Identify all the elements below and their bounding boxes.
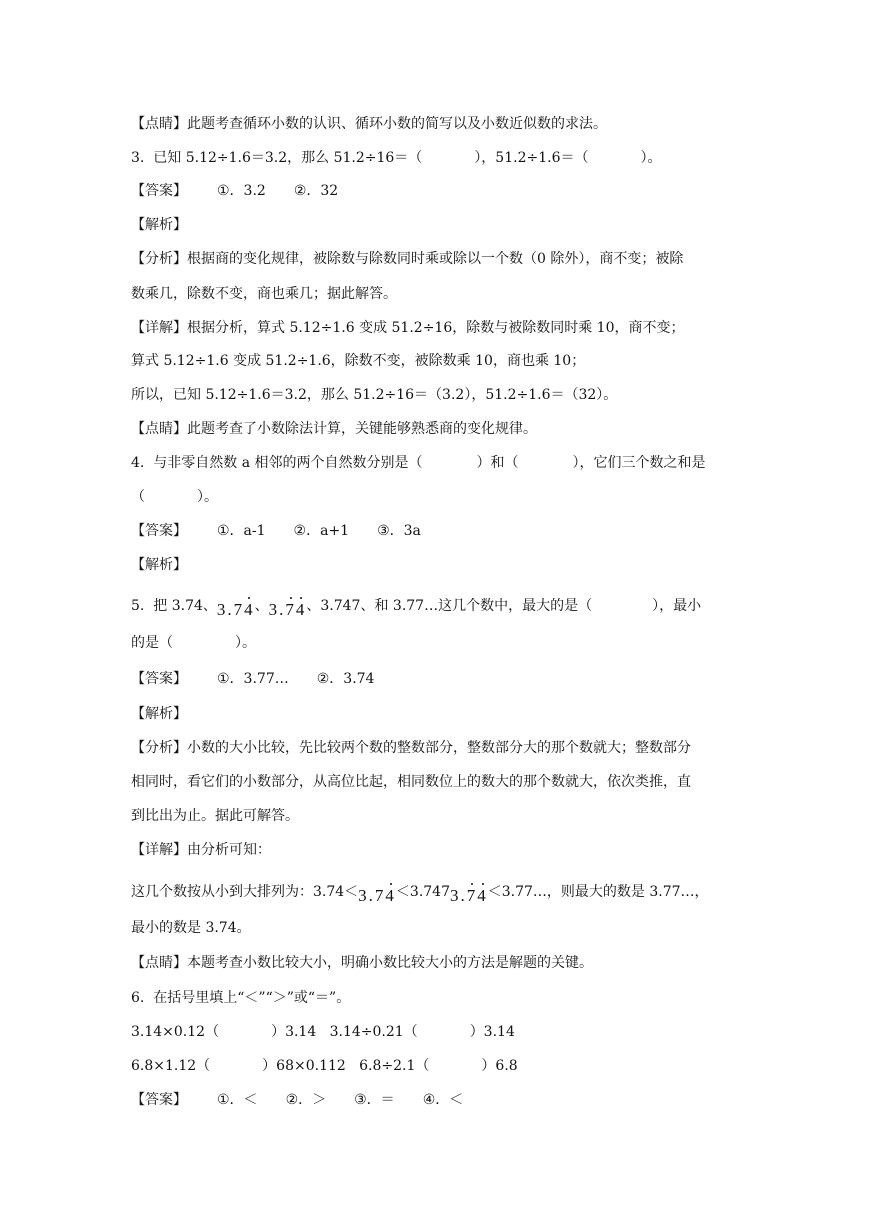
jiexi-5: 【解析】 (131, 706, 187, 722)
answer-3: 【答案】 ①．3.2 ②．32 (131, 183, 339, 199)
repeating-decimal-2b: 3.74 (450, 886, 488, 905)
question-3: 3. 已知 5.12÷1.6＝3.2，那么 51.2÷16＝（ ），51.2÷1.6＝（ ）。 (131, 150, 662, 166)
xiangjie-3-line3: 所以，已知 5.12÷1.6＝3.2，那么 51.2÷16＝（3.2），51.2÷1.6＝（32）。 (131, 387, 618, 403)
answer-6: 【答案】 ①．＜ ②．＞ ③．＝ ④．＜ (131, 1092, 464, 1108)
question-6-row2: 6.8×1.12（ ）68×0.112 6.8÷2.1（ ）6.8 (131, 1058, 518, 1074)
fenxi-5-line3: 到比出为止。据此可解答。 (131, 808, 299, 824)
jiexi-3: 【解析】 (131, 217, 187, 233)
question-5-line2: 的是（ ）。 (131, 635, 256, 651)
repeating-decimal-1: 3.74 (216, 600, 255, 619)
fenxi-3-line2: 数乘几，除数不变，商也乘几；据此解答。 (131, 286, 397, 302)
question-6-row1: 3.14×0.12（ ）3.14 3.14÷0.21（ ）3.14 (131, 1024, 515, 1040)
fenxi-3-line1: 【分析】根据商的变化规律，被除数与除数同时乘或除以一个数（0 除外），商不变；被除 (131, 251, 684, 267)
xiangjie-3-line2: 算式 5.12÷1.6 变成 51.2÷1.6，除数不变，被除数乘 10，商也乘 10； (131, 353, 586, 369)
answer-5: 【答案】 ①．3.77… ②．3.74 (131, 671, 375, 687)
jiexi-4: 【解析】 (131, 557, 187, 573)
question-6: 6. 在括号里填上“＜”“＞”或“＝”。 (131, 990, 351, 1006)
xiangjie-5: 【详解】由分析可知： (131, 842, 271, 858)
xiangjie-3-line1: 【详解】根据分析，算式 5.12÷1.6 变成 51.2÷16，除数与被除数同时乘 10，商不变； (131, 320, 685, 336)
xiangjie-5-order: 这几个数按从小到大排列为：3.74＜3.74＜3.7473.74＜3.77…，则最大的数是 3.77…， (131, 884, 709, 905)
xiangjie-5-last: 最小的数是 3.74。 (131, 920, 251, 936)
dianjing-5: 【点睛】本题考查小数比较大小，明确小数比较大小的方法是解题的关键。 (131, 955, 593, 971)
fenxi-5-line1: 【分析】小数的大小比较，先比较两个数的整数部分，整数部分大的那个数就大；整数部分 (131, 740, 691, 756)
question-4: 4. 与非零自然数 a 相邻的两个自然数分别是（ ）和（ ），它们三个数之和是 (131, 455, 706, 471)
repeating-decimal-1b: 3.74 (358, 886, 396, 905)
question-4-line2: （ ）。 (131, 489, 218, 505)
dianjing-3: 【点睛】此题考查了小数除法计算，关键能够熟悉商的变化规律。 (131, 421, 537, 437)
fenxi-5-line2: 相同时，看它们的小数部分，从高位比起，相同数位上的数大的那个数就大，依次类推，直 (131, 774, 691, 790)
answer-4: 【答案】 ①．a-1 ②．a+1 ③．3a (131, 523, 421, 539)
dianjing-q2: 【点睛】此题考查循环小数的认识、循环小数的简写以及小数近似数的求法。 (131, 116, 607, 132)
repeating-decimal-2: 3.74 (268, 600, 307, 619)
question-5: 5. 把 3.74、3.74、3.74、3.747、和 3.77…这几个数中，最大的是（ ），最小 (131, 598, 702, 619)
